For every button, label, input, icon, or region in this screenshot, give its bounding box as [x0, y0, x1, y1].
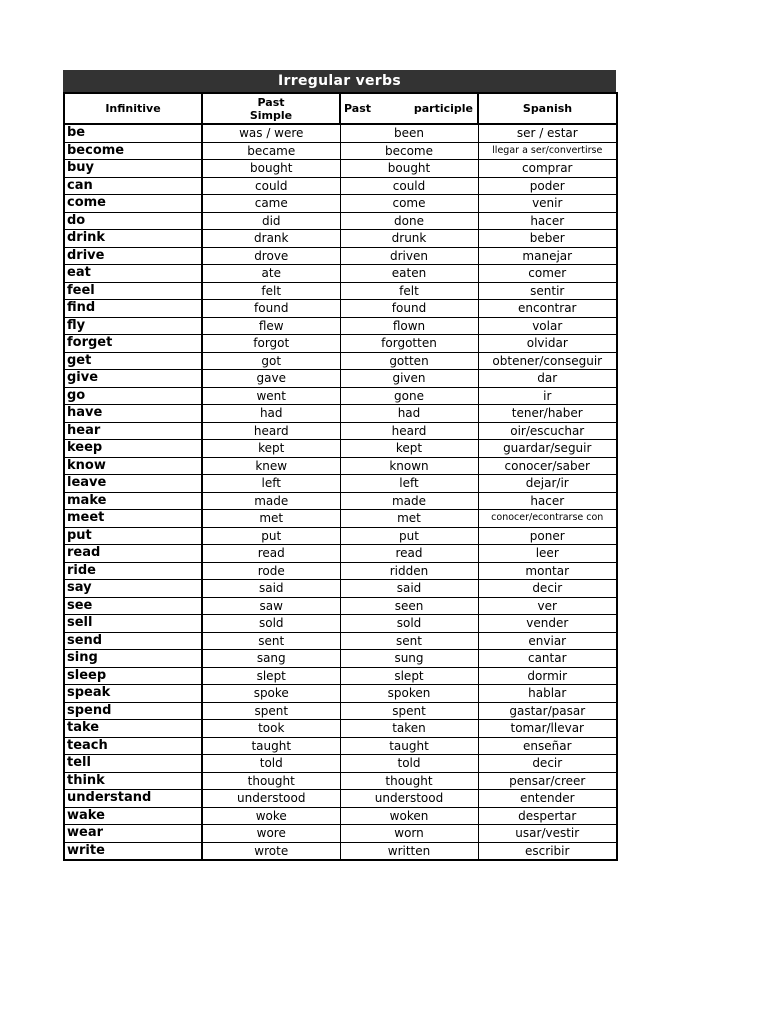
cell-past-simple: forgot	[202, 335, 340, 353]
cell-spanish: cantar	[478, 650, 617, 668]
cell-past-simple: rode	[202, 562, 340, 580]
cell-past-participle: made	[340, 492, 478, 510]
cell-past-participle: understood	[340, 790, 478, 808]
cell-spanish: encontrar	[478, 300, 617, 318]
cell-spanish: beber	[478, 230, 617, 248]
cell-spanish: poner	[478, 527, 617, 545]
cell-spanish: entender	[478, 790, 617, 808]
table-row	[64, 195, 617, 213]
cell-spanish: dejar/ir	[478, 475, 617, 493]
cell-past-participle: read	[340, 545, 478, 563]
cell-past-simple: sold	[202, 615, 340, 633]
cell-infinitive: sleep	[64, 667, 202, 685]
cell-infinitive: understand	[64, 790, 202, 808]
header-past-simple	[202, 93, 340, 124]
cell-past-simple: ate	[202, 265, 340, 283]
cell-past-participle: woken	[340, 807, 478, 825]
table-row	[64, 510, 617, 528]
cell-past-participle: could	[340, 177, 478, 195]
cell-past-participle: done	[340, 212, 478, 230]
header-past-participle	[340, 93, 478, 124]
cell-infinitive: drive	[64, 247, 202, 265]
table-row	[64, 177, 617, 195]
cell-infinitive: become	[64, 142, 202, 160]
table-row	[64, 597, 617, 615]
cell-spanish: vender	[478, 615, 617, 633]
cell-past-simple: woke	[202, 807, 340, 825]
table-row	[64, 702, 617, 720]
cell-infinitive: know	[64, 457, 202, 475]
cell-past-participle: left	[340, 475, 478, 493]
cell-past-simple: told	[202, 755, 340, 773]
cell-past-simple: met	[202, 510, 340, 528]
table-row	[64, 300, 617, 318]
cell-past-simple: had	[202, 405, 340, 423]
cell-spanish: hacer	[478, 212, 617, 230]
cell-spanish: sentir	[478, 282, 617, 300]
cell-past-participle: gone	[340, 387, 478, 405]
cell-infinitive: teach	[64, 737, 202, 755]
cell-past-participle: known	[340, 457, 478, 475]
cell-spanish: comprar	[478, 160, 617, 178]
cell-past-simple: took	[202, 720, 340, 738]
cell-past-participle: seen	[340, 597, 478, 615]
cell-infinitive: do	[64, 212, 202, 230]
cell-infinitive: feel	[64, 282, 202, 300]
cell-spanish: oir/escuchar	[478, 422, 617, 440]
cell-spanish: leer	[478, 545, 617, 563]
table-row	[64, 124, 617, 142]
cell-past-participle: met	[340, 510, 478, 528]
cell-past-participle: come	[340, 195, 478, 213]
cell-past-simple: found	[202, 300, 340, 318]
verbs-sheet	[63, 70, 616, 861]
header-past-simple-line2: Simple	[249, 108, 293, 122]
cell-past-participle: driven	[340, 247, 478, 265]
table-row	[64, 807, 617, 825]
cell-past-participle: told	[340, 755, 478, 773]
cell-spanish: gastar/pasar	[478, 702, 617, 720]
cell-past-simple: spoke	[202, 685, 340, 703]
cell-past-participle: given	[340, 370, 478, 388]
cell-past-participle: kept	[340, 440, 478, 458]
cell-past-simple: drank	[202, 230, 340, 248]
table-row	[64, 405, 617, 423]
table-row	[64, 492, 617, 510]
cell-infinitive: wear	[64, 825, 202, 843]
cell-spanish: conocer/econtrarse con	[478, 510, 617, 528]
header-infinitive	[64, 93, 202, 124]
cell-past-participle: taught	[340, 737, 478, 755]
cell-infinitive: hear	[64, 422, 202, 440]
verbs-table	[63, 92, 618, 861]
cell-past-participle: been	[340, 124, 478, 142]
cell-past-participle: slept	[340, 667, 478, 685]
cell-infinitive: sing	[64, 650, 202, 668]
cell-infinitive: can	[64, 177, 202, 195]
table-row	[64, 230, 617, 248]
table-row	[64, 212, 617, 230]
cell-past-simple: could	[202, 177, 340, 195]
cell-spanish: usar/vestir	[478, 825, 617, 843]
cell-past-participle: spent	[340, 702, 478, 720]
table-row	[64, 615, 617, 633]
cell-past-participle: bought	[340, 160, 478, 178]
header-spanish-label: Spanish	[522, 102, 573, 115]
cell-infinitive: come	[64, 195, 202, 213]
cell-infinitive: get	[64, 352, 202, 370]
table-row	[64, 160, 617, 178]
cell-past-simple: sent	[202, 632, 340, 650]
table-row	[64, 475, 617, 493]
cell-past-participle: felt	[340, 282, 478, 300]
cell-past-simple: made	[202, 492, 340, 510]
cell-past-simple: wrote	[202, 842, 340, 860]
cell-infinitive: see	[64, 597, 202, 615]
table-row	[64, 632, 617, 650]
cell-past-participle: sent	[340, 632, 478, 650]
cell-past-participle: become	[340, 142, 478, 160]
cell-spanish: dar	[478, 370, 617, 388]
cell-spanish: despertar	[478, 807, 617, 825]
cell-infinitive: make	[64, 492, 202, 510]
cell-past-participle: thought	[340, 772, 478, 790]
cell-spanish: enseñar	[478, 737, 617, 755]
table-row	[64, 142, 617, 160]
cell-past-simple: slept	[202, 667, 340, 685]
cell-past-simple: put	[202, 527, 340, 545]
header-past-simple-line1: Past	[257, 95, 285, 109]
cell-infinitive: think	[64, 772, 202, 790]
cell-past-simple: saw	[202, 597, 340, 615]
cell-past-simple: kept	[202, 440, 340, 458]
cell-past-simple: became	[202, 142, 340, 160]
cell-infinitive: fly	[64, 317, 202, 335]
cell-past-simple: taught	[202, 737, 340, 755]
cell-infinitive: wake	[64, 807, 202, 825]
cell-past-participle: forgotten	[340, 335, 478, 353]
cell-spanish: guardar/seguir	[478, 440, 617, 458]
cell-spanish: venir	[478, 195, 617, 213]
cell-past-simple: gave	[202, 370, 340, 388]
cell-past-simple: knew	[202, 457, 340, 475]
cell-infinitive: ride	[64, 562, 202, 580]
cell-infinitive: read	[64, 545, 202, 563]
cell-past-simple: thought	[202, 772, 340, 790]
table-row	[64, 720, 617, 738]
table-row	[64, 527, 617, 545]
cell-infinitive: give	[64, 370, 202, 388]
cell-past-simple: read	[202, 545, 340, 563]
table-row	[64, 317, 617, 335]
cell-past-participle: spoken	[340, 685, 478, 703]
header-past-participle-left: Past	[344, 102, 371, 115]
cell-past-participle: sold	[340, 615, 478, 633]
sheet-title: Irregular verbs	[63, 70, 616, 92]
cell-past-simple: bought	[202, 160, 340, 178]
cell-infinitive: put	[64, 527, 202, 545]
cell-spanish: decir	[478, 755, 617, 773]
cell-past-participle: flown	[340, 317, 478, 335]
cell-infinitive: buy	[64, 160, 202, 178]
header-past-participle-right: participle	[413, 102, 473, 115]
header-spanish	[478, 93, 617, 124]
table-row	[64, 562, 617, 580]
cell-past-participle: found	[340, 300, 478, 318]
table-row	[64, 842, 617, 860]
table-row	[64, 352, 617, 370]
cell-past-participle: written	[340, 842, 478, 860]
cell-spanish: volar	[478, 317, 617, 335]
cell-infinitive: send	[64, 632, 202, 650]
cell-spanish: hablar	[478, 685, 617, 703]
cell-past-simple: was / were	[202, 124, 340, 142]
table-row	[64, 737, 617, 755]
table-row	[64, 790, 617, 808]
cell-past-simple: got	[202, 352, 340, 370]
table-row	[64, 370, 617, 388]
cell-spanish: conocer/saber	[478, 457, 617, 475]
header-infinitive-label: Infinitive	[105, 102, 161, 115]
cell-spanish: enviar	[478, 632, 617, 650]
cell-infinitive: meet	[64, 510, 202, 528]
cell-past-simple: spent	[202, 702, 340, 720]
cell-infinitive: take	[64, 720, 202, 738]
cell-past-participle: sung	[340, 650, 478, 668]
cell-spanish: manejar	[478, 247, 617, 265]
cell-spanish: dormir	[478, 667, 617, 685]
cell-past-simple: heard	[202, 422, 340, 440]
cell-spanish: comer	[478, 265, 617, 283]
cell-past-simple: came	[202, 195, 340, 213]
cell-past-participle: ridden	[340, 562, 478, 580]
cell-spanish: olvidar	[478, 335, 617, 353]
cell-past-participle: heard	[340, 422, 478, 440]
table-row	[64, 772, 617, 790]
cell-spanish: decir	[478, 580, 617, 598]
table-row	[64, 265, 617, 283]
cell-past-participle: drunk	[340, 230, 478, 248]
cell-past-participle: worn	[340, 825, 478, 843]
cell-infinitive: forget	[64, 335, 202, 353]
cell-infinitive: find	[64, 300, 202, 318]
table-row	[64, 667, 617, 685]
table-row	[64, 335, 617, 353]
cell-spanish: pensar/creer	[478, 772, 617, 790]
cell-infinitive: write	[64, 842, 202, 860]
cell-infinitive: drink	[64, 230, 202, 248]
cell-past-participle: said	[340, 580, 478, 598]
cell-spanish: obtener/conseguir	[478, 352, 617, 370]
cell-past-simple: drove	[202, 247, 340, 265]
cell-past-participle: gotten	[340, 352, 478, 370]
table-row	[64, 650, 617, 668]
cell-infinitive: spend	[64, 702, 202, 720]
cell-spanish: tomar/llevar	[478, 720, 617, 738]
cell-infinitive: eat	[64, 265, 202, 283]
cell-infinitive: tell	[64, 755, 202, 773]
cell-past-simple: wore	[202, 825, 340, 843]
table-row	[64, 440, 617, 458]
cell-past-simple: flew	[202, 317, 340, 335]
cell-infinitive: keep	[64, 440, 202, 458]
table-row	[64, 755, 617, 773]
cell-past-simple: went	[202, 387, 340, 405]
cell-past-simple: understood	[202, 790, 340, 808]
table-row	[64, 580, 617, 598]
header-row	[64, 93, 617, 124]
cell-spanish: escribir	[478, 842, 617, 860]
cell-past-participle: had	[340, 405, 478, 423]
cell-past-participle: eaten	[340, 265, 478, 283]
cell-past-simple: did	[202, 212, 340, 230]
cell-spanish: hacer	[478, 492, 617, 510]
cell-past-simple: said	[202, 580, 340, 598]
cell-infinitive: speak	[64, 685, 202, 703]
table-row	[64, 825, 617, 843]
cell-infinitive: say	[64, 580, 202, 598]
table-row	[64, 422, 617, 440]
table-row	[64, 387, 617, 405]
cell-spanish: ir	[478, 387, 617, 405]
cell-infinitive: be	[64, 124, 202, 142]
verb-rows	[64, 124, 617, 860]
cell-past-participle: taken	[340, 720, 478, 738]
table-row	[64, 685, 617, 703]
cell-infinitive: have	[64, 405, 202, 423]
table-row	[64, 545, 617, 563]
cell-spanish: tener/haber	[478, 405, 617, 423]
cell-past-simple: left	[202, 475, 340, 493]
table-row	[64, 247, 617, 265]
cell-infinitive: sell	[64, 615, 202, 633]
cell-past-simple: sang	[202, 650, 340, 668]
cell-spanish: montar	[478, 562, 617, 580]
table-row	[64, 457, 617, 475]
cell-infinitive: go	[64, 387, 202, 405]
cell-spanish: poder	[478, 177, 617, 195]
cell-spanish: llegar a ser/convertirse	[478, 142, 617, 160]
cell-spanish: ser / estar	[478, 124, 617, 142]
cell-spanish: ver	[478, 597, 617, 615]
table-row	[64, 282, 617, 300]
cell-infinitive: leave	[64, 475, 202, 493]
cell-past-simple: felt	[202, 282, 340, 300]
cell-past-participle: put	[340, 527, 478, 545]
